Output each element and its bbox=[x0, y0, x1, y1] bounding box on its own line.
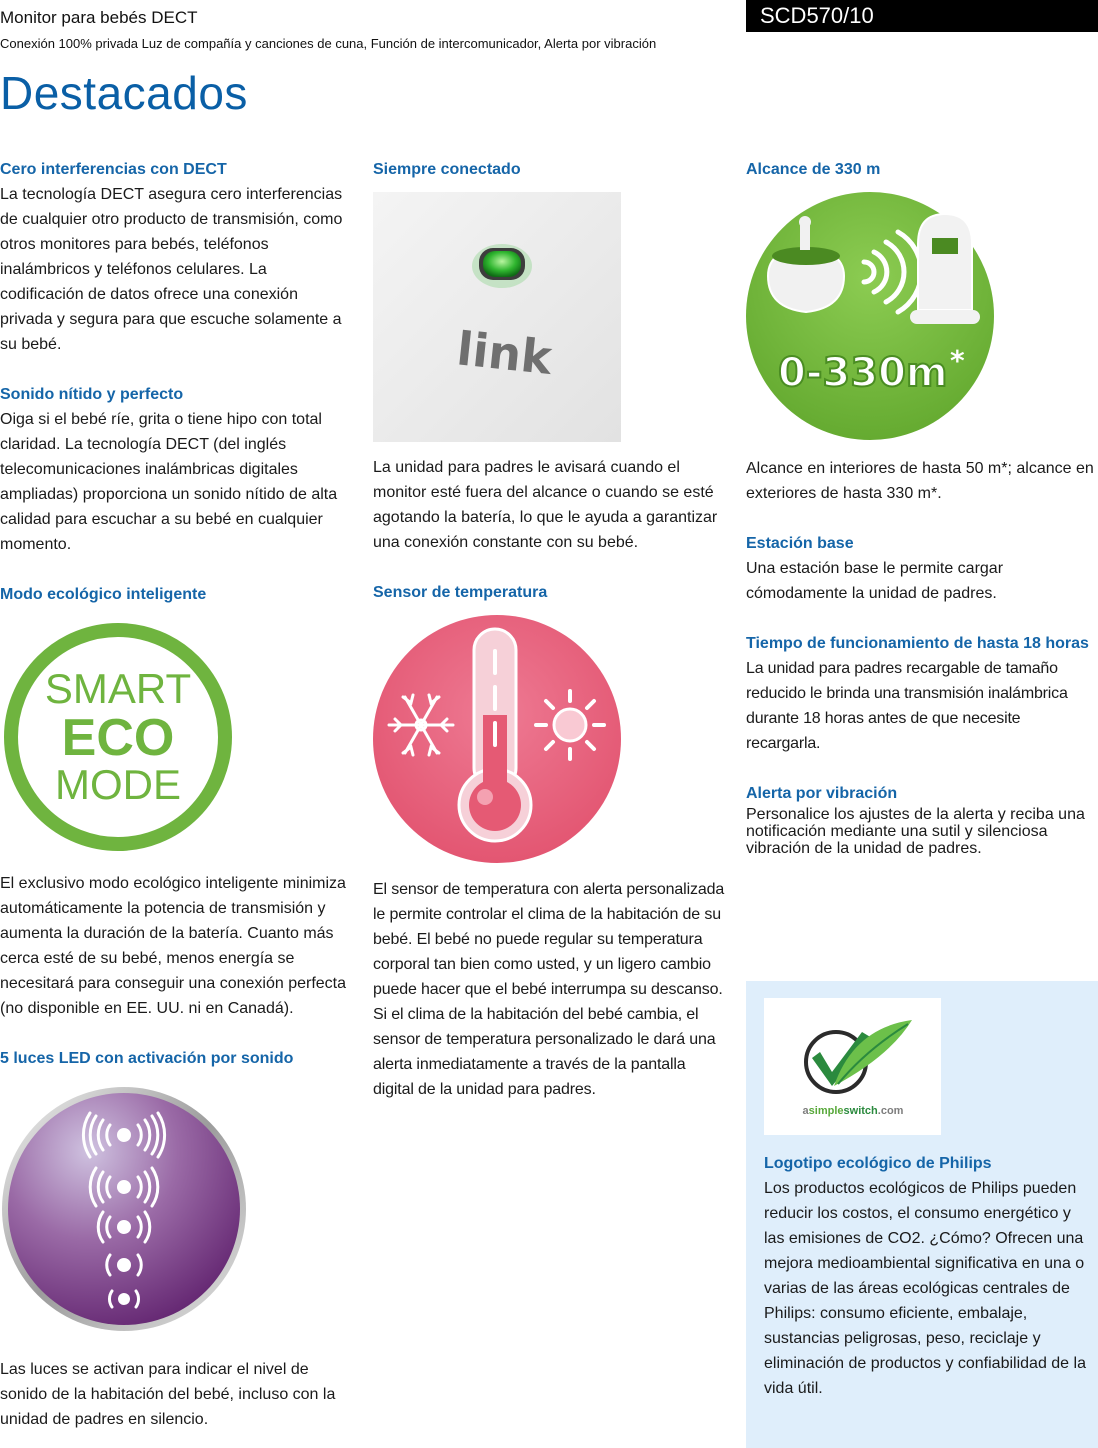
logo-a: a bbox=[802, 1105, 809, 1117]
section-text-vibration: Personalice los ajustes de la alerta y reciba una notificación mediante una sutil y silenciosa vibración de la unidad de padres. bbox=[746, 806, 1085, 857]
range-asterisk: * bbox=[950, 344, 965, 377]
sun-icon bbox=[536, 691, 604, 759]
eco-word-eco: ECO bbox=[61, 709, 175, 767]
link-light-image bbox=[373, 192, 725, 442]
section-text-dect: La tecnología DECT asegura cero interferencias de cualquier otro producto de transmisión, como otros monitores para bebés, teléfonos inalámbricos y teléfonos celulares. La codificación de datos ofrece una conexión privada y segura para que escuche solamente a su bebé. bbox=[0, 186, 343, 353]
eco-logo-title: Logotipo ecológico de Philips bbox=[764, 1155, 992, 1172]
eco-logo-text: Los productos ecológicos de Philips pueden reducir los costos, el consumo energético y las emisiones de CO2. ¿Cómo? Ofrecen una mejora medioambiental significativa en una o varias de las áreas ecológicas centrales de Philips: consumo eficiente, embalaje, sustancias peligrosas, peso, reciclaje y eliminación de productos y confiabilidad de la vida útil. bbox=[764, 1180, 1086, 1397]
parent-unit-icon bbox=[910, 214, 980, 324]
section-title-led: 5 luces LED con activación por sonido bbox=[0, 1050, 294, 1067]
section-text-base-station: Una estación base le permite cargar cómodamente la unidad de padres. bbox=[746, 560, 1004, 602]
section-text-connected: La unidad para padres le avisará cuando el monitor esté fuera del alcance o cuando se esté agotando la batería, lo que le ayuda a garantizar una conexión constante con su bebé. bbox=[373, 459, 718, 551]
range-label: 0-330m bbox=[778, 350, 948, 396]
logo-com: .com bbox=[877, 1105, 904, 1117]
link-label: link bbox=[454, 321, 555, 386]
sound-led-image bbox=[0, 1085, 350, 1337]
eco-word-smart: SMART bbox=[44, 665, 192, 712]
logo-simple: simple bbox=[808, 1105, 844, 1117]
section-title-eco-mode: Modo ecológico inteligente bbox=[0, 586, 207, 603]
section-text-operating-time: La unidad para padres recargable de tamaño reducido le brinda una transmisión inalámbrica durante 18 horas antes de que necesite recargarla. bbox=[746, 660, 1068, 752]
section-title-range: Alcance de 330 m bbox=[746, 161, 881, 178]
product-title: Monitor para bebés DECT bbox=[0, 8, 198, 27]
section-title-vibration: Alerta por vibración bbox=[746, 785, 898, 802]
column-left bbox=[0, 157, 350, 1432]
section-title-temperature: Sensor de temperatura bbox=[373, 584, 548, 601]
model-badge: SCD570/10 bbox=[746, 0, 1098, 32]
column-middle bbox=[373, 157, 725, 1102]
section-text-eco-mode: El exclusivo modo ecológico inteligente minimiza automáticamente la potencia de transmisión y aumenta la duración de la batería. Cuanto más cerca esté de su bebé, menos energía se necesitará para conseguir una conexión perfecta (no disponible en EE. UU. ni en Canadá). bbox=[0, 875, 346, 1017]
section-title-base-station: Estación base bbox=[746, 535, 854, 552]
section-text-range: Alcance en interiores de hasta 50 m*; alcance en exteriores de hasta 330 m*. bbox=[746, 460, 1094, 502]
section-title-sound: Sonido nítido y perfecto bbox=[0, 386, 184, 403]
section-title-connected: Siempre conectado bbox=[373, 161, 521, 178]
svg-text:asimpleswitch.com bbox=[803, 1105, 904, 1117]
logo-switch: switch bbox=[843, 1105, 878, 1117]
section-text-sound: Oiga si el bebé ríe, grita o tiene hipo con total claridad. La tecnología DECT (del inglés telecomunicaciones inalámbricas digitales ampliadas) proporciona un sonido nítido de alta calidad para escuchar a su bebé en cualquier momento. bbox=[0, 411, 338, 553]
section-text-led: Las luces se activan para indicar el nivel de sonido de la habitación del bebé, incluso con la unidad de padres en silencio. bbox=[0, 1361, 336, 1428]
range-330m-image bbox=[746, 192, 1098, 442]
page-title: Destacados bbox=[0, 67, 248, 119]
smart-eco-mode-image bbox=[0, 615, 350, 867]
eco-logo-box bbox=[746, 981, 1098, 1448]
temperature-sensor-image bbox=[373, 615, 725, 865]
asimpleswitch-logo bbox=[764, 998, 941, 1135]
section-title-dect: Cero interferencias con DECT bbox=[0, 161, 227, 178]
column-right bbox=[746, 157, 1098, 857]
section-text-temperature: El sensor de temperatura con alerta personalizada le permite controlar el clima de la habitación de su bebé. El bebé no puede regular su temperatura corporal tan bien como usted, y un ligero cambio puede hacer que el bebé interrumpa su descanso. Si el clima de la habitación del bebé cambia, el sensor de temperatura personalizado le dará una alerta inmediatamente a través de la pantalla digital de la unidad para padres. bbox=[373, 881, 725, 1098]
eco-word-mode: MODE bbox=[55, 761, 181, 808]
section-title-operating-time: Tiempo de funcionamiento de hasta 18 horas bbox=[746, 635, 1089, 652]
product-subtitle: Conexión 100% privada Luz de compañía y canciones de cuna, Función de intercomunicador, Alerta por vibración bbox=[0, 36, 657, 51]
